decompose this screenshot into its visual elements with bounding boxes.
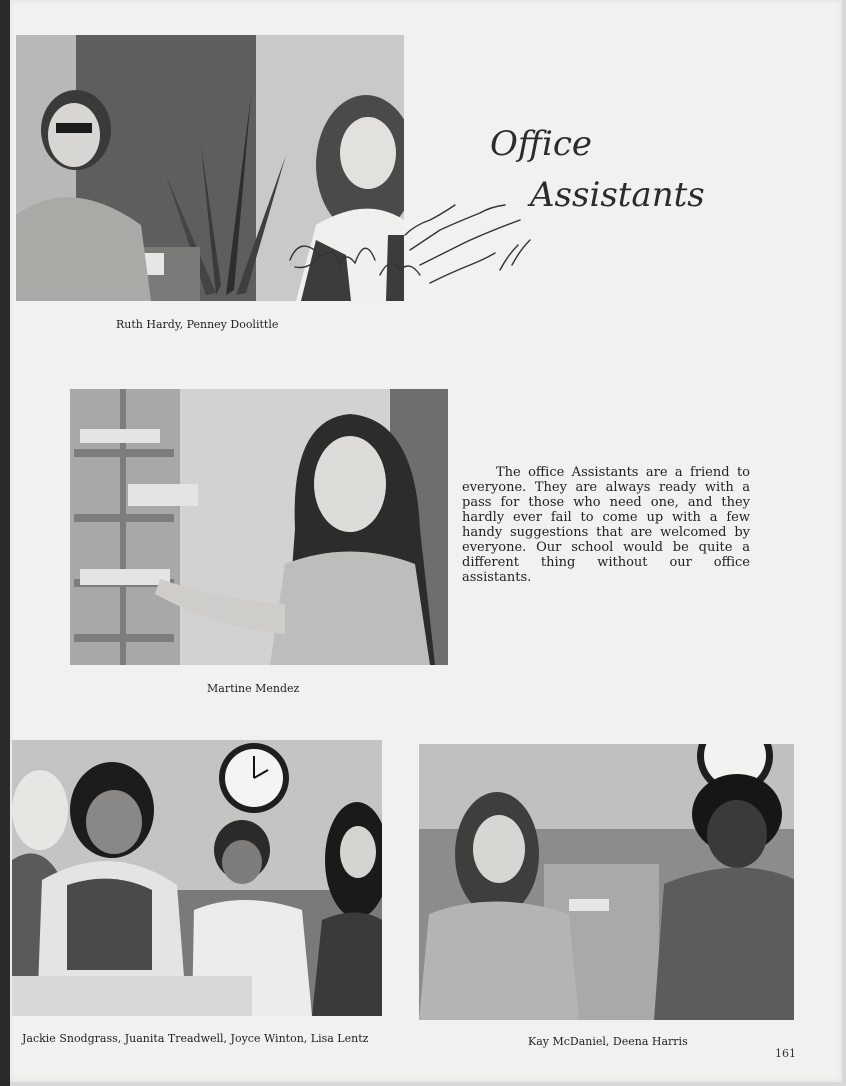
caption-bottom-right: Kay McDaniel, Deena Harris <box>528 1035 688 1048</box>
handwritten-signature <box>280 175 540 305</box>
photo-bottom-left <box>12 740 382 1016</box>
photo-middle <box>70 389 448 665</box>
body-paragraph: The office Assistants are a friend to everyone. They are always ready with a pass for those who need one, and they hardly ever fail to come up with a few handy suggestions that are welcomed by everyone. Our school would be quite a different thing without our office assistants. <box>462 465 750 585</box>
photo-bottom-right <box>419 744 794 1020</box>
caption-middle: Martine Mendez <box>207 682 300 695</box>
caption-top: Ruth Hardy, Penney Doolittle <box>116 318 279 331</box>
page-title-line2: Assistants <box>530 175 705 215</box>
book-spine <box>0 0 10 1086</box>
page-title-line1: Office <box>490 124 592 164</box>
page-number: 161 <box>775 1047 796 1060</box>
caption-bottom-left: Jackie Snodgrass, Juanita Treadwell, Joyce Winton, Lisa Lentz <box>22 1032 369 1045</box>
